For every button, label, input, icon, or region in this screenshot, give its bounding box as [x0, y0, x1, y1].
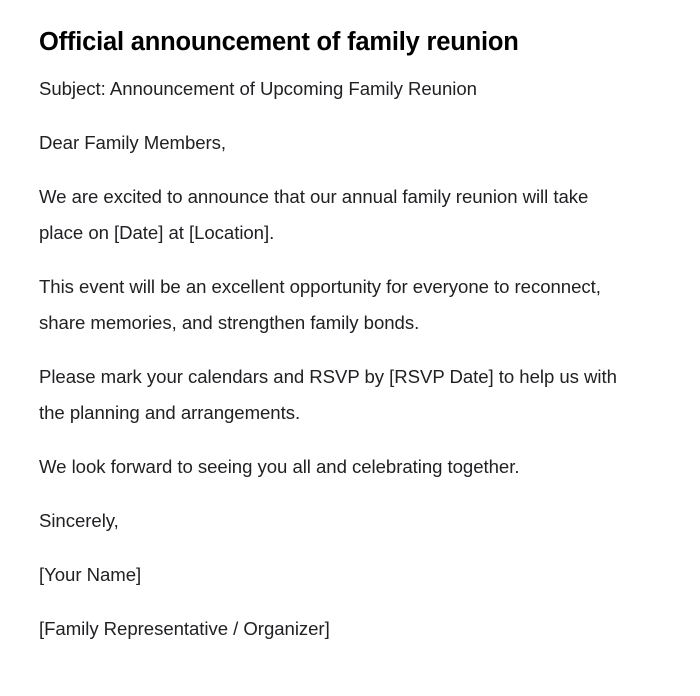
paragraph-event-purpose: This event will be an excellent opportunity for everyone to reconnect, share memories, and strengthen family bonds. [39, 276, 601, 333]
paragraph-signature-name: [Your Name] [39, 564, 142, 585]
document-body [39, 71, 660, 647]
paragraph-rsvp-request: Please mark your calendars and RSVP by [RSVP Date] to help us with the planning and arrangements. [39, 366, 617, 423]
paragraph-signature-role: [Family Representative / Organizer] [39, 618, 330, 639]
paragraph-signoff: Sincerely, [39, 510, 119, 531]
paragraph-announcement: We are excited to announce that our annual family reunion will take place on [Date] at [Location]. [39, 186, 589, 243]
page-title: Official announcement of family reunion [39, 28, 519, 56]
paragraph-salutation: Dear Family Members, [39, 132, 227, 153]
paragraph-subject-line: Subject: Announcement of Upcoming Family Reunion [39, 78, 477, 99]
paragraph-closing-remark: We look forward to seeing you all and celebrating together. [39, 456, 520, 477]
